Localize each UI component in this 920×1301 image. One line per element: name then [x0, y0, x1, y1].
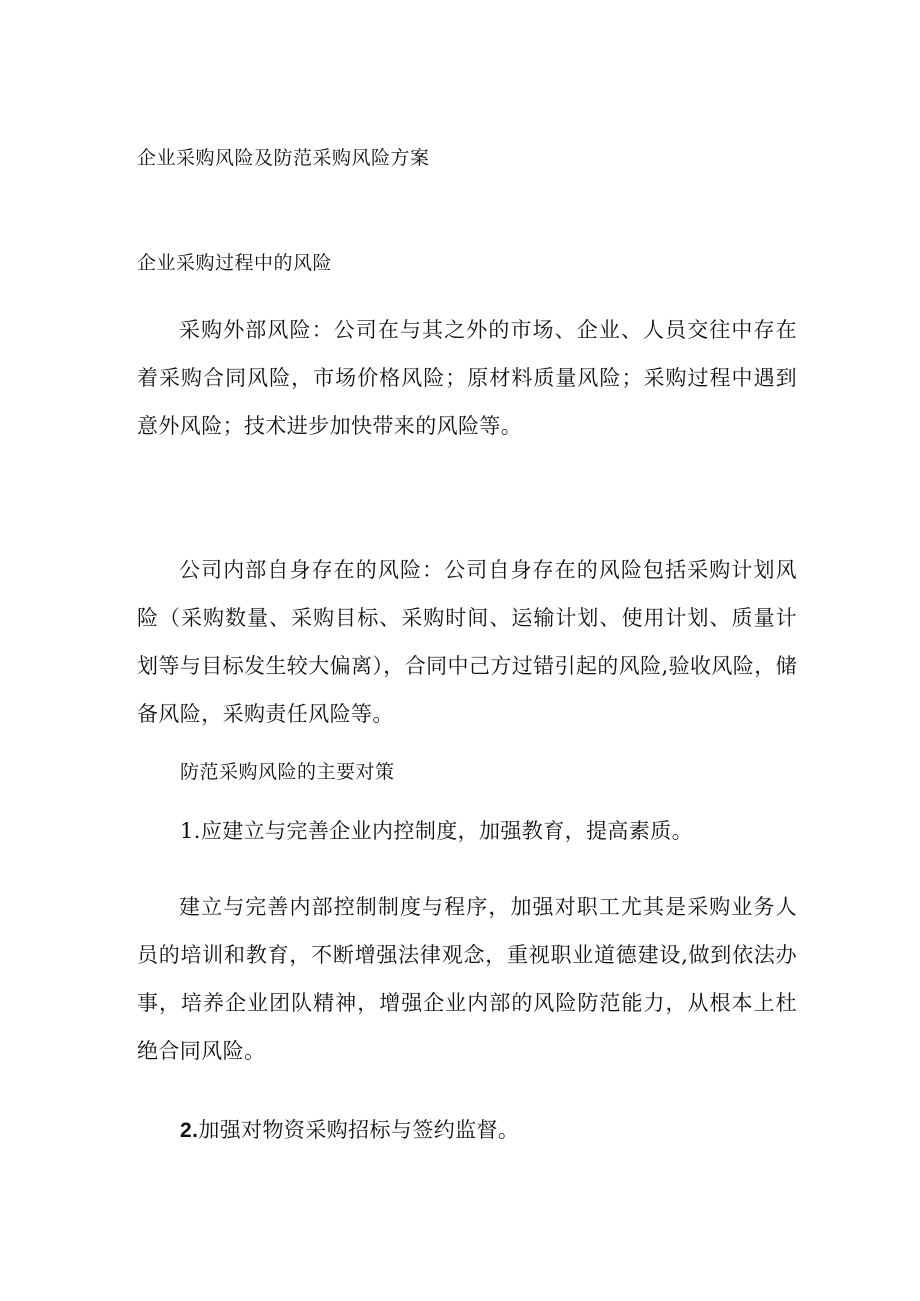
- list-item-2: [180, 1114, 519, 1144]
- paragraph-item1-detail: 建立与完善内部控制制度与程序，加强对职工尤其是采购业务人员的培训和教育，不断增强法律观念，重视职业道德建设,做到依法办事，培养企业团队精神，增强企业内部的风险防范能力，从根本上杜绝合同风险。: [137, 895, 797, 1063]
- section-heading-countermeasures: 防范采购风险的主要对策: [180, 761, 395, 783]
- list-item-2-text: 加强对物资采购招标与签约监督。: [198, 1118, 520, 1142]
- section-heading-risks: 企业采购过程中的风险: [137, 252, 333, 274]
- list-item-1: 1.应建立与完善企业内控制度，加强教育，提高素质。: [180, 819, 694, 843]
- document-title: 企业采购风险及防范采购风险方案: [137, 147, 430, 169]
- paragraph-internal-risk: 公司内部自身存在的风险：公司自身存在的风险包括采购计划风险（采购数量、采购目标、采购时间、运输计划、使用计划、质量计划等与目标发生较大偏离），合同中己方过错引起的风险,验收风险，储备风险，采购责任风险等。: [137, 558, 797, 726]
- paragraph-external-risk: 采购外部风险：公司在与其之外的市场、企业、人员交往中存在着采购合同风险，市场价格风险；原材料质量风险；采购过程中遇到意外风险；技术进步加快带来的风险等。: [137, 318, 797, 438]
- list-item-2-number: 2.: [180, 1119, 199, 1142]
